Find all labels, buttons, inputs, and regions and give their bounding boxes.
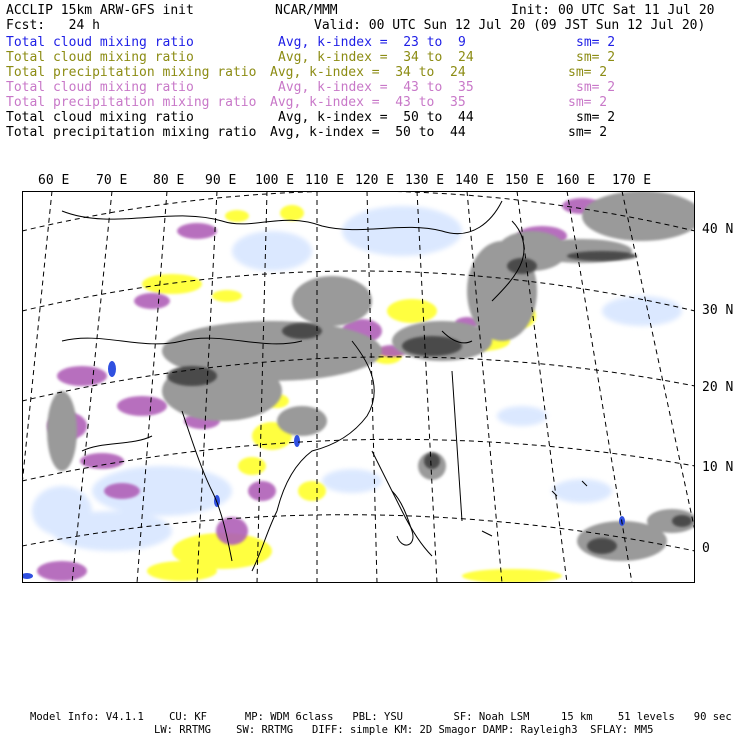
- model-info-line1: Model Info: V4.1.1 CU: KF MP: WDM 6class PBL: YSU SF: Noah LSM 15 km 51 levels 90 sec: [30, 711, 732, 723]
- lon-label: 170 E: [612, 173, 652, 188]
- lat-label: 40 N: [702, 222, 734, 237]
- lon-label: 100 E: [255, 173, 295, 188]
- lon-label: 130 E: [405, 173, 445, 188]
- lat-label: 10 N: [702, 460, 734, 475]
- lon-label: 70 E: [96, 173, 128, 188]
- lon-label: 60 E: [38, 173, 70, 188]
- legend-avg: Avg, k-index = 34 to 24: [278, 50, 474, 65]
- legend-avg: Avg, k-index = 43 to 35: [278, 80, 474, 95]
- legend-sm: sm= 2: [568, 65, 608, 80]
- lat-label: 0: [702, 541, 710, 556]
- valid-time: Valid: 00 UTC Sun 12 Jul 20 (09 JST Sun 12 Jul 20): [314, 18, 706, 33]
- legend-avg: Avg, k-index = 34 to 24: [270, 65, 466, 80]
- lon-label: 150 E: [505, 173, 545, 188]
- legend-field: Total precipitation mixing ratio: [6, 95, 257, 110]
- init-time: Init: 00 UTC Sat 11 Jul 20: [511, 3, 715, 18]
- lon-label: 110 E: [305, 173, 345, 188]
- lon-label: 80 E: [153, 173, 185, 188]
- lon-label: 140 E: [455, 173, 495, 188]
- legend-avg: Avg, k-index = 50 to 44: [278, 110, 474, 125]
- lat-label: 30 N: [702, 303, 734, 318]
- lon-label: 160 E: [556, 173, 596, 188]
- legend-sm: sm= 2: [568, 95, 608, 110]
- legend-sm: sm= 2: [576, 80, 616, 95]
- legend-field: Total precipitation mixing ratio: [6, 125, 257, 140]
- weather-map: [22, 191, 695, 583]
- legend-field: Total precipitation mixing ratio: [6, 65, 257, 80]
- legend-field: Total cloud mixing ratio: [6, 110, 194, 125]
- center-label: NCAR/MMM: [275, 3, 338, 18]
- legend-avg: Avg, k-index = 23 to 9: [278, 35, 466, 50]
- legend-avg: Avg, k-index = 50 to 44: [270, 125, 466, 140]
- lon-label: 120 E: [355, 173, 395, 188]
- legend-sm: sm= 2: [576, 50, 616, 65]
- lat-label: 20 N: [702, 380, 734, 395]
- legend-avg: Avg, k-index = 43 to 35: [270, 95, 466, 110]
- legend-sm: sm= 2: [576, 110, 616, 125]
- legend-sm: sm= 2: [568, 125, 608, 140]
- legend-field: Total cloud mixing ratio: [6, 80, 194, 95]
- legend-field: Total cloud mixing ratio: [6, 50, 194, 65]
- legend-sm: sm= 2: [576, 35, 616, 50]
- model-info-line2: LW: RRTMG SW: RRTMG DIFF: simple KM: 2D Smagor DAMP: Rayleigh3 SFLAY: MM5: [154, 724, 654, 736]
- legend-field: Total cloud mixing ratio: [6, 35, 194, 50]
- model-title: ACCLIP 15km ARW-GFS init: [6, 3, 194, 18]
- forecast-hour: Fcst: 24 h: [6, 18, 100, 33]
- lon-label: 90 E: [205, 173, 237, 188]
